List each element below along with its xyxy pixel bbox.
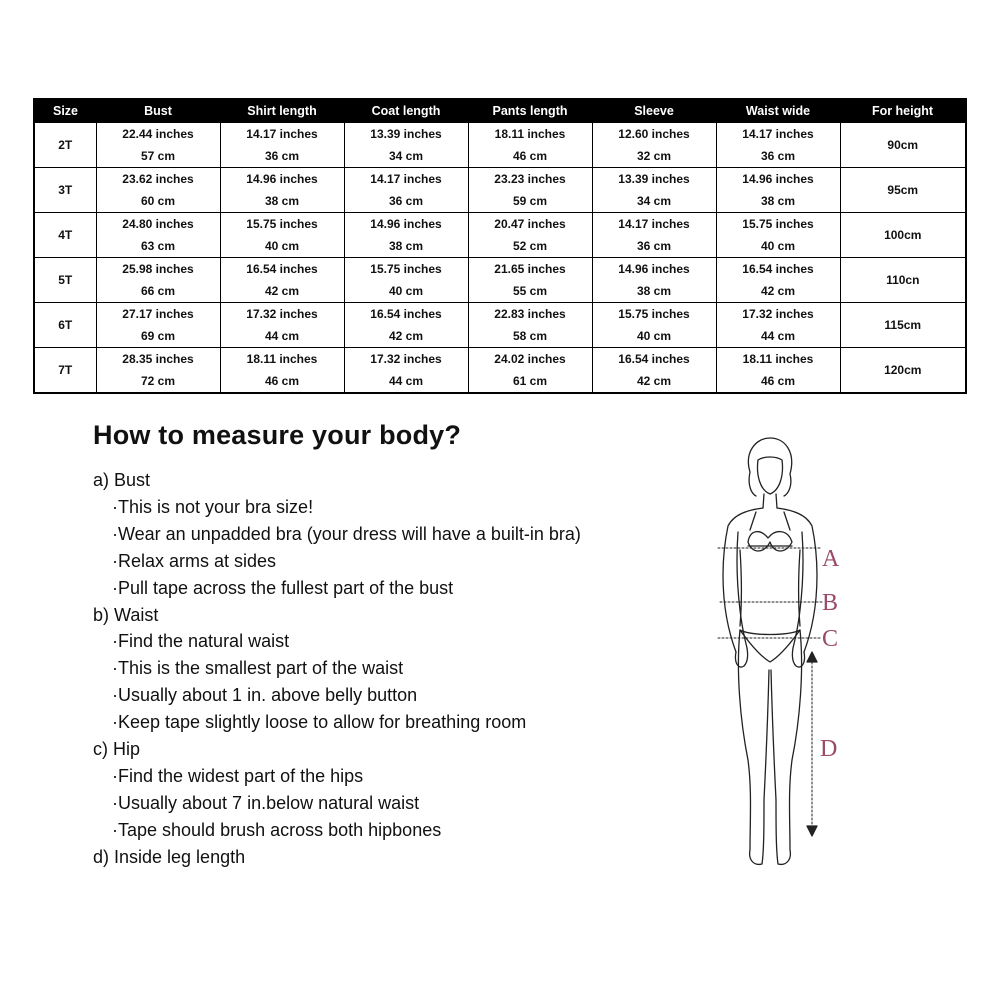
coat-length-cm-cell: 36 cm xyxy=(344,190,468,213)
for-height-cell: 115cm xyxy=(840,303,966,348)
left-arm-outline xyxy=(723,508,763,652)
table-row-cm xyxy=(34,145,966,168)
measure-tip: ·Find the natural waist xyxy=(112,631,290,652)
table-row-cm xyxy=(34,235,966,258)
measure-section-label: a) Bust xyxy=(93,470,151,490)
table-row-cm xyxy=(34,190,966,213)
table-header-row xyxy=(34,99,966,123)
header-shirt-length: Shirt length xyxy=(220,99,344,123)
coat-length-cm-cell: 34 cm xyxy=(344,145,468,168)
waist-wide-cm-cell: 40 cm xyxy=(716,235,840,258)
label-d: D xyxy=(820,736,838,762)
pants-length-cm-cell: 59 cm xyxy=(468,190,592,213)
measure-tip: ·This is not your bra size! xyxy=(112,496,314,517)
sleeve-inches-cell: 14.96 inches xyxy=(592,258,716,281)
torso-outline xyxy=(740,550,800,626)
table-row-inches xyxy=(34,303,966,326)
bra-outline xyxy=(748,512,792,551)
sleeve-cm-cell: 38 cm xyxy=(592,280,716,303)
pants-length-inches-cell: 20.47 inches xyxy=(468,213,592,236)
header-bust: Bust xyxy=(96,99,220,123)
table-row-inches xyxy=(34,258,966,281)
waist-wide-inches-cell: 14.17 inches xyxy=(716,123,840,146)
sleeve-inches-cell: 14.17 inches xyxy=(592,213,716,236)
shirt-length-cm-cell: 36 cm xyxy=(220,145,344,168)
waist-wide-cm-cell: 36 cm xyxy=(716,145,840,168)
table-body xyxy=(34,123,966,394)
header-waist-wide: Waist wide xyxy=(716,99,840,123)
header-for-height: For height xyxy=(840,99,966,123)
measure-section-label: b) Waist xyxy=(93,604,159,625)
sleeve-inches-cell: 13.39 inches xyxy=(592,168,716,191)
inside-leg-arrow-bottom-icon xyxy=(807,826,817,836)
header-coat-length: Coat length xyxy=(344,99,468,123)
waist-wide-cm-cell: 46 cm xyxy=(716,370,840,393)
table-row-inches xyxy=(34,168,966,191)
pants-length-inches-cell: 21.65 inches xyxy=(468,258,592,281)
underwear-outline xyxy=(740,630,800,662)
measure-tip: ·Find the widest part of the hips xyxy=(112,765,364,786)
waist-wide-inches-cell: 18.11 inches xyxy=(716,348,840,371)
table-row-inches xyxy=(34,123,966,146)
waist-wide-inches-cell: 16.54 inches xyxy=(716,258,840,281)
coat-length-inches-cell: 16.54 inches xyxy=(344,303,468,326)
shirt-length-cm-cell: 42 cm xyxy=(220,280,344,303)
bust-inches-cell: 24.80 inches xyxy=(96,213,220,236)
table-row-cm xyxy=(34,370,966,393)
sleeve-cm-cell: 42 cm xyxy=(592,370,716,393)
bust-cm-cell: 66 cm xyxy=(96,280,220,303)
size-chart-table xyxy=(33,98,967,394)
body-outline-illustration xyxy=(690,430,850,880)
pants-length-cm-cell: 58 cm xyxy=(468,325,592,348)
pants-length-inches-cell: 24.02 inches xyxy=(468,348,592,371)
size-cell: 6T xyxy=(34,303,96,348)
sleeve-cm-cell: 32 cm xyxy=(592,145,716,168)
size-cell: 2T xyxy=(34,123,96,168)
sleeve-inches-cell: 15.75 inches xyxy=(592,303,716,326)
bust-inches-cell: 27.17 inches xyxy=(96,303,220,326)
measure-instructions xyxy=(93,467,693,871)
shirt-length-inches-cell: 14.17 inches xyxy=(220,123,344,146)
sleeve-cm-cell: 36 cm xyxy=(592,235,716,258)
header-size: Size xyxy=(34,99,96,123)
header-pants-length: Pants length xyxy=(468,99,592,123)
for-height-cell: 120cm xyxy=(840,348,966,394)
measure-tip: ·Relax arms at sides xyxy=(112,550,277,571)
pants-length-inches-cell: 18.11 inches xyxy=(468,123,592,146)
guide-title: How to measure your body? xyxy=(93,420,462,450)
for-height-cell: 110cn xyxy=(840,258,966,303)
shirt-length-cm-cell: 46 cm xyxy=(220,370,344,393)
measure-section-label: c) Hip xyxy=(93,739,141,760)
table-row-inches xyxy=(34,213,966,236)
measure-tip: ·Usually about 1 in. above belly button xyxy=(112,685,418,706)
coat-length-inches-cell: 14.96 inches xyxy=(344,213,468,236)
bust-inches-cell: 28.35 inches xyxy=(96,348,220,371)
pants-length-inches-cell: 23.23 inches xyxy=(468,168,592,191)
coat-length-inches-cell: 14.17 inches xyxy=(344,168,468,191)
measure-tip: ·Wear an unpadded bra (your dress will have a built-in bra) xyxy=(112,523,581,544)
waist-wide-cm-cell: 38 cm xyxy=(716,190,840,213)
body-measurement-figure xyxy=(690,430,850,880)
coat-length-cm-cell: 44 cm xyxy=(344,370,468,393)
size-cell: 5T xyxy=(34,258,96,303)
measure-tip: ·Pull tape across the fullest part of the bust xyxy=(112,577,454,598)
sleeve-inches-cell: 12.60 inches xyxy=(592,123,716,146)
measure-tip: ·This is the smallest part of the waist xyxy=(112,658,404,679)
bust-inches-cell: 23.62 inches xyxy=(96,168,220,191)
shirt-length-cm-cell: 44 cm xyxy=(220,325,344,348)
measure-tip: ·Usually about 7 in.below natural waist xyxy=(112,792,420,813)
neck-outline xyxy=(763,494,777,508)
shirt-length-inches-cell: 18.11 inches xyxy=(220,348,344,371)
hands-outline xyxy=(735,648,804,667)
shirt-length-inches-cell: 14.96 inches xyxy=(220,168,344,191)
size-cell: 7T xyxy=(34,348,96,394)
measure-section-label: d) Inside leg length xyxy=(93,846,246,867)
for-height-cell: 95cm xyxy=(840,168,966,213)
coat-length-cm-cell: 42 cm xyxy=(344,325,468,348)
coat-length-cm-cell: 38 cm xyxy=(344,235,468,258)
measure-tip: ·Tape should brush across both hipbones xyxy=(112,819,442,840)
waist-wide-inches-cell: 17.32 inches xyxy=(716,303,840,326)
pants-length-cm-cell: 61 cm xyxy=(468,370,592,393)
left-leg-outline xyxy=(738,630,769,864)
shirt-length-cm-cell: 40 cm xyxy=(220,235,344,258)
coat-length-inches-cell: 13.39 inches xyxy=(344,123,468,146)
bust-cm-cell: 60 cm xyxy=(96,190,220,213)
table-row-cm xyxy=(34,325,966,348)
table-row-inches xyxy=(34,348,966,371)
bust-cm-cell: 69 cm xyxy=(96,325,220,348)
right-arm-outline xyxy=(777,508,817,652)
waist-wide-cm-cell: 44 cm xyxy=(716,325,840,348)
label-a: A xyxy=(822,546,840,572)
size-cell: 3T xyxy=(34,168,96,213)
pants-length-cm-cell: 52 cm xyxy=(468,235,592,258)
bust-cm-cell: 63 cm xyxy=(96,235,220,258)
shirt-length-cm-cell: 38 cm xyxy=(220,190,344,213)
pants-length-cm-cell: 55 cm xyxy=(468,280,592,303)
size-cell: 4T xyxy=(34,213,96,258)
shirt-length-inches-cell: 16.54 inches xyxy=(220,258,344,281)
for-height-cell: 100cm xyxy=(840,213,966,258)
bust-inches-cell: 25.98 inches xyxy=(96,258,220,281)
waist-wide-inches-cell: 14.96 inches xyxy=(716,168,840,191)
measure-tip: ·Keep tape slightly loose to allow for breathing room xyxy=(112,712,527,733)
shirt-length-inches-cell: 15.75 inches xyxy=(220,213,344,236)
table-row-cm xyxy=(34,280,966,303)
inside-leg-arrow-top-icon xyxy=(807,652,817,662)
label-b: B xyxy=(822,590,839,616)
coat-length-inches-cell: 17.32 inches xyxy=(344,348,468,371)
label-c: C xyxy=(822,626,839,652)
face-outline xyxy=(758,457,783,494)
sleeve-cm-cell: 34 cm xyxy=(592,190,716,213)
bust-cm-cell: 72 cm xyxy=(96,370,220,393)
header-sleeve: Sleeve xyxy=(592,99,716,123)
coat-length-cm-cell: 40 cm xyxy=(344,280,468,303)
waist-wide-cm-cell: 42 cm xyxy=(716,280,840,303)
waist-wide-inches-cell: 15.75 inches xyxy=(716,213,840,236)
pants-length-inches-cell: 22.83 inches xyxy=(468,303,592,326)
right-leg-outline xyxy=(771,630,802,864)
sleeve-cm-cell: 40 cm xyxy=(592,325,716,348)
sleeve-inches-cell: 16.54 inches xyxy=(592,348,716,371)
hair-outline xyxy=(748,438,791,496)
bust-inches-cell: 22.44 inches xyxy=(96,123,220,146)
shirt-length-inches-cell: 17.32 inches xyxy=(220,303,344,326)
coat-length-inches-cell: 15.75 inches xyxy=(344,258,468,281)
for-height-cell: 90cm xyxy=(840,123,966,168)
bust-cm-cell: 57 cm xyxy=(96,145,220,168)
pants-length-cm-cell: 46 cm xyxy=(468,145,592,168)
